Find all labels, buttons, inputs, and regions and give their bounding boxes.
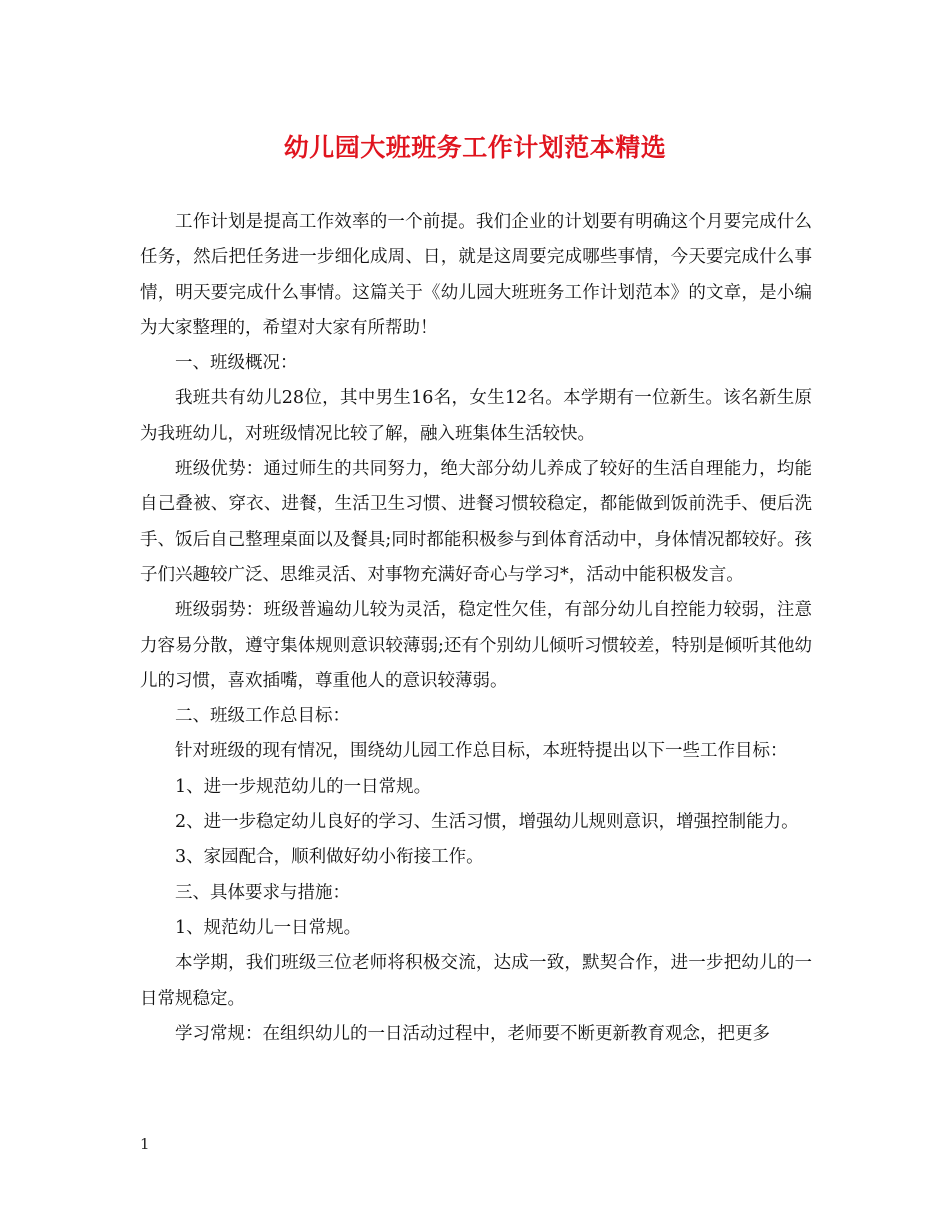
requirement-item-1: 1、规范幼儿一日常规。: [175, 917, 362, 938]
heading-class-overview: 一、班级概况：: [175, 353, 298, 374]
heading-requirements: 三、具体要求与措施：: [175, 882, 350, 903]
paragraph-class-weaknesses: 班级弱势：班级普遍幼儿较为灵活，稳定性欠佳，有部分幼儿自控能力较弱，注意力容易分散，遵守集体规则意识较薄弱;还有个别幼儿倾听习惯较差，特别是倾听其他幼儿的习惯，喜欢插嘴，尊重他人的意识较薄弱。: [140, 600, 812, 691]
page-number: 1: [140, 1135, 150, 1153]
paragraph-class-overview: 我班共有幼儿28位，其中男生16名，女生12名。本学期有一位新生。该名新生原为我班幼儿，对班级情况比较了解，融入班集体生活较快。: [140, 388, 812, 444]
paragraph-semester-plan: 本学期，我们班级三位老师将积极交流，达成一致，默契合作，进一步把幼儿的一日常规稳定。: [140, 953, 812, 1009]
paragraph-class-strengths: 班级优势：通过师生的共同努力，绝大部分幼儿养成了较好的生活自理能力，均能自己叠被、穿衣、进餐，生活卫生习惯、进餐习惯较稳定，都能做到饭前洗手、便后洗手、饭后自己整理桌面以及餐具;同时都能积极参与到体育活动中，身体情况都较好。孩子们兴趣较广泛、思维灵活、对事物充满好奇心与学习*，活动中能积极发言。: [140, 459, 812, 585]
goal-item-3: 3、家园配合，顺利做好幼小衔接工作。: [175, 847, 484, 868]
goal-item-2: 2、进一步稳定幼儿良好的学习、生活习惯，增强幼儿规则意识，增强控制能力。: [175, 812, 799, 833]
paragraph-goals-intro: 针对班级的现有情况，围绕幼儿园工作总目标，本班特提出以下一些工作目标：: [175, 741, 788, 762]
heading-overall-goals: 二、班级工作总目标：: [175, 706, 350, 727]
goal-item-1: 1、进一步规范幼儿的一日常规。: [175, 776, 432, 797]
paragraph-intro: 工作计划是提高工作效率的一个前提。我们企业的计划要有明确这个月要完成什么任务，然后把任务进一步细化成周、日，就是这周要完成哪些事情，今天要完成什么事情，明天要完成什么事情。这篇关于《幼儿园大班班务工作计划范本》的文章，是小编为大家整理的，希望对大家有所帮助！: [140, 212, 812, 338]
document-body: [140, 205, 812, 1052]
document-title: 幼儿园大班班务工作计划范本精选: [283, 133, 667, 162]
paragraph-learning-routine: 学习常规：在组织幼儿的一日活动过程中，老师要不断更新教育观念，把更多: [175, 1023, 770, 1044]
